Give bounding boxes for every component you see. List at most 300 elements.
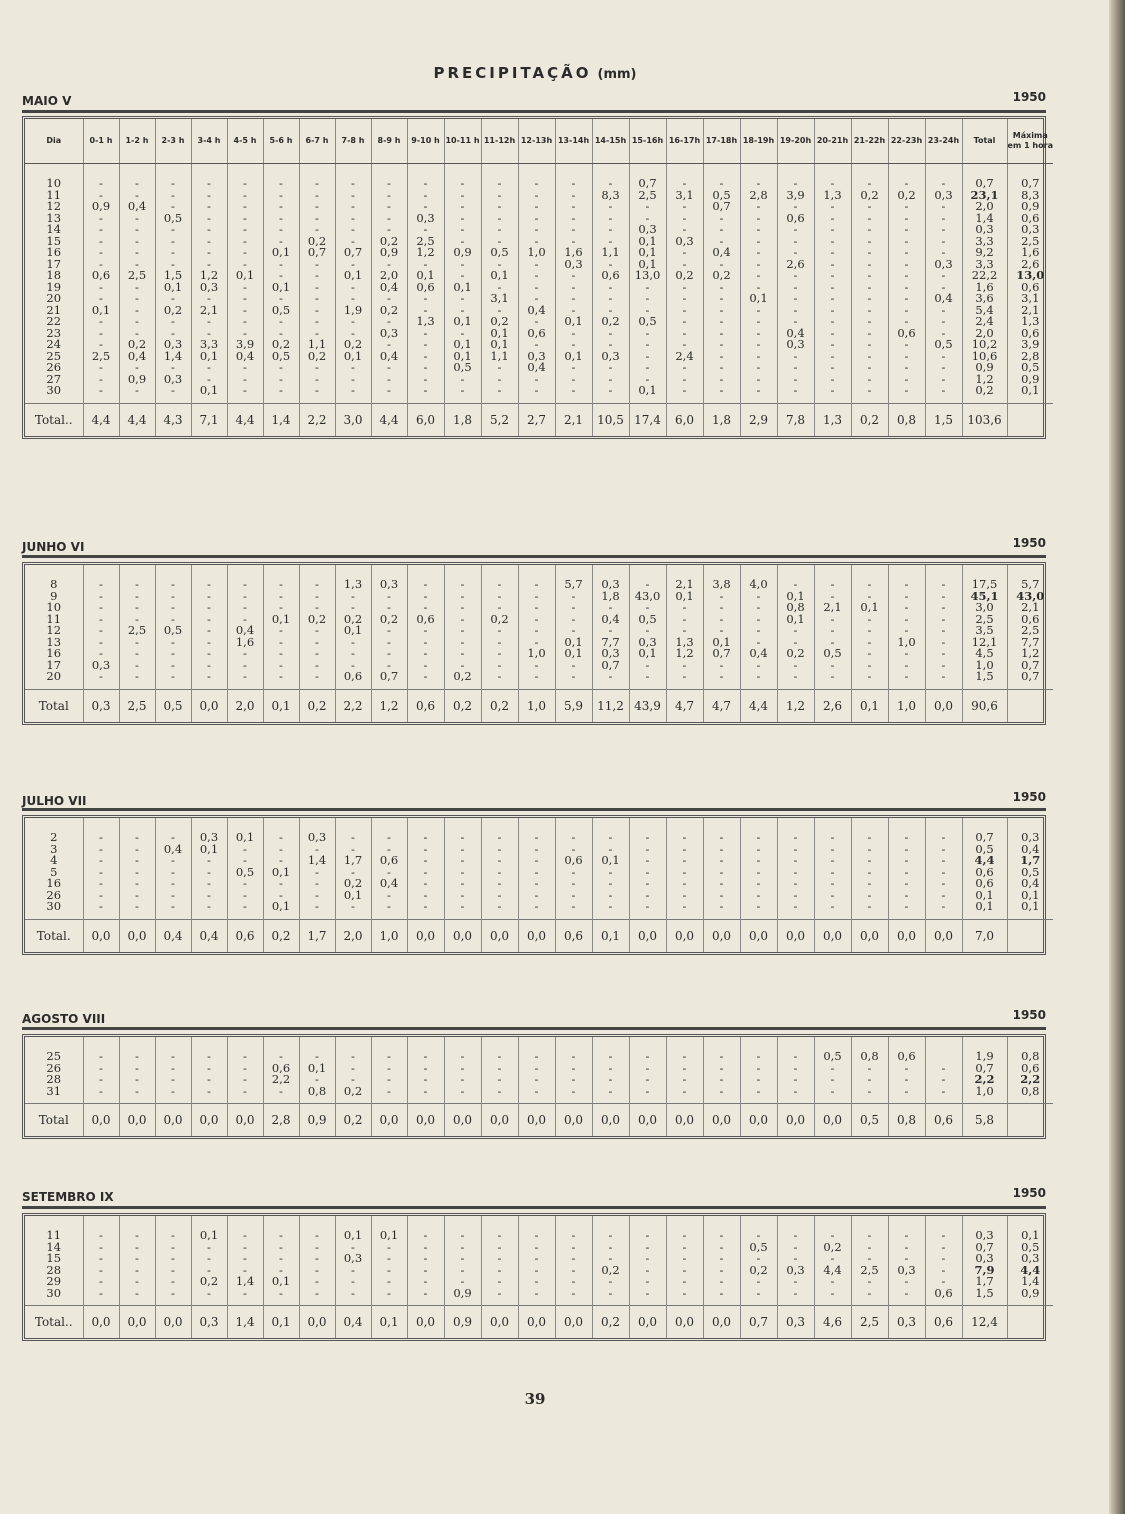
value-cell: 0,2 (444, 671, 481, 683)
value-cell: - (299, 316, 335, 328)
value-cell: - (155, 591, 191, 603)
value-cell: - (155, 190, 191, 202)
value-cell: - (335, 844, 371, 856)
value-cell: - (629, 201, 666, 213)
value-cell: - (119, 660, 155, 672)
value-cell: - (263, 637, 299, 649)
value-cell: - (888, 293, 925, 305)
value-cell: - (851, 1063, 888, 1075)
value-cell: - (444, 1074, 481, 1086)
value-cell: - (814, 247, 851, 259)
value-cell: - (888, 614, 925, 626)
value-cell: 2,1 (666, 579, 703, 591)
value-cell: - (299, 591, 335, 603)
value-cell: - (191, 1051, 227, 1063)
value-cell: - (191, 1265, 227, 1277)
value-cell: 0,1 (371, 1230, 407, 1242)
value-cell: - (888, 878, 925, 890)
total-row (25, 1104, 1053, 1137)
value-cell: - (666, 832, 703, 844)
value-cell: 2,8 (740, 190, 777, 202)
total-cell: 0,2 (299, 689, 335, 722)
value-cell: 1,0 (518, 648, 555, 660)
value-cell: - (814, 362, 851, 374)
total-cell: 2,2 (299, 403, 335, 436)
value-cell: - (851, 855, 888, 867)
value-cell: - (407, 224, 444, 236)
total-cell: 0,0 (703, 1306, 740, 1339)
value-cell: - (703, 1074, 740, 1086)
value-cell: - (227, 213, 263, 225)
table-maio (22, 116, 1053, 439)
value-cell: - (888, 625, 925, 637)
total-label: Total (25, 1104, 83, 1137)
value-cell: - (444, 190, 481, 202)
value-cell: - (227, 1230, 263, 1242)
total-cell: 0,0 (444, 1104, 481, 1137)
value-cell: 3,9 (1007, 339, 1053, 351)
value-cell: - (592, 1276, 629, 1288)
day-cell: 21 (46, 304, 62, 316)
value-cell: 0,5 (1007, 362, 1053, 374)
value-cell: - (777, 1086, 814, 1098)
value-cell: - (119, 1051, 155, 1063)
value-cell: - (777, 844, 814, 856)
value-cell: - (703, 602, 740, 614)
value-cell: - (119, 1276, 155, 1288)
value-cell: - (227, 259, 263, 271)
total-cell: 0,6 (925, 1104, 962, 1137)
value-cell: - (814, 224, 851, 236)
value-cell: 0,1 (444, 316, 481, 328)
value-cell: - (814, 328, 851, 340)
value-cell: - (925, 362, 962, 374)
day-cell: 16 (46, 247, 62, 259)
total-row (25, 403, 1053, 436)
value-cell: 0,2 (371, 305, 407, 317)
table-row (25, 660, 1053, 672)
value-cell: - (592, 1086, 629, 1098)
total-cell: 0,0 (119, 1306, 155, 1339)
day-cell: 17 (46, 258, 62, 270)
value-cell: - (263, 855, 299, 867)
value-cell: - (481, 1288, 518, 1300)
value-cell: - (444, 293, 481, 305)
total-cell: 0,0 (666, 919, 703, 952)
value-cell: - (925, 374, 962, 386)
value-cell: 1,6 (1007, 247, 1053, 259)
value-cell: - (555, 832, 592, 844)
divider (22, 555, 1046, 558)
value-cell: - (518, 1253, 555, 1265)
value-cell: - (227, 190, 263, 202)
day-cell: 28 (46, 1264, 62, 1276)
table-row (25, 270, 1053, 282)
value-cell: 0,3 (592, 351, 629, 363)
column-header: 23-24h (925, 119, 962, 164)
day-cell: 24 (46, 339, 62, 351)
value-cell: - (851, 660, 888, 672)
total-cell: 0,3 (191, 1306, 227, 1339)
value-cell: 1,2 (191, 270, 227, 282)
value-cell: - (407, 190, 444, 202)
value-cell: - (518, 901, 555, 913)
value-cell: - (555, 328, 592, 340)
value-cell: - (155, 178, 191, 190)
value-cell: - (888, 844, 925, 856)
value-cell: - (703, 224, 740, 236)
section-month-agosto: AGOSTO VIII (22, 1012, 106, 1026)
value-cell: - (299, 901, 335, 913)
value-cell: - (703, 591, 740, 603)
value-cell: - (335, 660, 371, 672)
total-cell (1007, 403, 1053, 436)
value-cell: 0,7 (1007, 660, 1053, 672)
value-cell: - (155, 316, 191, 328)
value-cell: - (155, 901, 191, 913)
value-cell: - (227, 247, 263, 259)
value-cell: - (814, 293, 851, 305)
value-cell: - (925, 316, 962, 328)
divider (22, 110, 1046, 113)
value-cell: 0,6 (1007, 282, 1053, 294)
value-cell: - (703, 293, 740, 305)
table-row (25, 901, 1053, 913)
value-cell: - (518, 213, 555, 225)
total-cell: 0,0 (155, 1104, 191, 1137)
value-cell: - (851, 178, 888, 190)
value-cell: - (666, 867, 703, 879)
value-cell: - (814, 591, 851, 603)
value-cell: - (814, 1074, 851, 1086)
day-cell: 14 (46, 224, 62, 236)
value-cell: - (119, 1063, 155, 1075)
value-cell: - (814, 1063, 851, 1075)
total-cell: 5,9 (555, 689, 592, 722)
value-cell: 0,4 (227, 625, 263, 637)
table-row (25, 1051, 1053, 1063)
value-cell: - (851, 878, 888, 890)
day-cell: 18 (46, 270, 62, 282)
value-cell: 0,1 (555, 637, 592, 649)
day-cell: 25 (46, 1051, 62, 1063)
value-cell: - (191, 328, 227, 340)
value-cell: 0,5 (629, 614, 666, 626)
value-cell: 45,1 (962, 591, 1007, 603)
value-cell: - (888, 579, 925, 591)
value-cell: - (371, 1288, 407, 1300)
value-cell: - (119, 614, 155, 626)
value-cell: - (555, 201, 592, 213)
value-cell: - (777, 625, 814, 637)
value-cell: - (444, 855, 481, 867)
value-cell: - (814, 878, 851, 890)
value-cell: 3,3 (191, 339, 227, 351)
total-cell: 0,0 (925, 689, 962, 722)
value-cell: - (335, 1288, 371, 1300)
value-cell: - (666, 385, 703, 397)
value-cell: - (851, 591, 888, 603)
value-cell: - (814, 339, 851, 351)
total-cell: 0,9 (444, 1306, 481, 1339)
value-cell: - (155, 579, 191, 591)
day-cell: 14 (46, 1241, 62, 1253)
value-cell: 0,1 (444, 351, 481, 363)
day-cell: 8 (50, 579, 58, 591)
value-cell: - (555, 614, 592, 626)
value-cell: - (814, 178, 851, 190)
value-cell: - (371, 637, 407, 649)
value-cell: - (814, 844, 851, 856)
day-cell: 12 (46, 201, 62, 213)
value-cell: - (191, 362, 227, 374)
value-cell: - (444, 178, 481, 190)
value-cell: - (555, 901, 592, 913)
table-row (25, 614, 1053, 626)
value-cell: - (518, 385, 555, 397)
value-cell: - (263, 293, 299, 305)
value-cell: 0,4 (227, 351, 263, 363)
value-cell: - (629, 890, 666, 902)
table-row (25, 591, 1053, 603)
value-cell: - (777, 1242, 814, 1254)
table-setembro (22, 1213, 1046, 1341)
value-cell: - (299, 625, 335, 637)
value-cell: - (335, 637, 371, 649)
spacer-row (25, 565, 1053, 579)
value-cell: - (592, 305, 629, 317)
value-cell: - (851, 236, 888, 248)
value-cell: - (335, 385, 371, 397)
value-cell: 0,3 (666, 236, 703, 248)
value-cell (925, 1051, 962, 1063)
value-cell: - (629, 579, 666, 591)
value-cell: 1,4 (227, 1276, 263, 1288)
value-cell: - (444, 890, 481, 902)
value-cell: - (299, 305, 335, 317)
day-cell: 29 (46, 1276, 62, 1288)
value-cell: - (629, 351, 666, 363)
value-cell: - (335, 832, 371, 844)
value-cell: - (227, 316, 263, 328)
value-cell: - (191, 236, 227, 248)
total-cell: 3,0 (335, 403, 371, 436)
value-cell: 0,9 (962, 362, 1007, 374)
table-row (25, 832, 1053, 844)
value-cell: - (299, 660, 335, 672)
value-cell: 0,7 (962, 832, 1007, 844)
value-cell: - (227, 1086, 263, 1098)
total-cell: 2,0 (227, 689, 263, 722)
value-cell: - (703, 890, 740, 902)
value-cell: - (629, 625, 666, 637)
value-cell: - (666, 293, 703, 305)
value-cell: - (227, 201, 263, 213)
column-header: 11-12h (481, 119, 518, 164)
value-cell: - (444, 878, 481, 890)
value-cell: - (777, 362, 814, 374)
value-cell: - (740, 1086, 777, 1098)
value-cell: - (814, 1288, 851, 1300)
value-cell: 0,1 (740, 293, 777, 305)
value-cell: 0,9 (1007, 374, 1053, 386)
value-cell: - (814, 901, 851, 913)
value-cell: 0,2 (263, 339, 299, 351)
value-cell: - (299, 602, 335, 614)
day-cell: 25 (46, 350, 62, 362)
value-cell: - (666, 339, 703, 351)
value-cell: - (777, 867, 814, 879)
value-cell: 0,3 (925, 259, 962, 271)
value-cell: 0,1 (629, 648, 666, 660)
value-cell: - (703, 878, 740, 890)
value-cell: 0,2 (371, 614, 407, 626)
value-cell: - (371, 1086, 407, 1098)
total-cell: 1,7 (299, 919, 335, 952)
value-cell: - (191, 1253, 227, 1265)
day-cell: 16 (46, 648, 62, 660)
value-cell: - (629, 878, 666, 890)
value-cell: 0,9 (371, 247, 407, 259)
column-header: 20-21h (814, 119, 851, 164)
value-cell: - (155, 1074, 191, 1086)
column-header: 4-5 h (227, 119, 263, 164)
value-cell: - (703, 339, 740, 351)
total-cell: 0,6 (555, 919, 592, 952)
value-cell: 0,2 (888, 190, 925, 202)
value-cell: 0,5 (962, 844, 1007, 856)
total-cell: 0,1 (851, 689, 888, 722)
table-row (25, 855, 1053, 867)
value-cell: - (851, 270, 888, 282)
value-cell: - (155, 637, 191, 649)
value-cell: - (666, 890, 703, 902)
total-label: Total.. (25, 403, 83, 436)
value-cell: - (888, 591, 925, 603)
value-cell: - (518, 671, 555, 683)
value-cell: - (629, 362, 666, 374)
value-cell: - (740, 201, 777, 213)
value-cell: 1,3 (407, 316, 444, 328)
value-cell: - (155, 328, 191, 340)
value-cell: - (371, 201, 407, 213)
value-cell: - (227, 328, 263, 340)
value-cell: - (518, 224, 555, 236)
value-cell: - (629, 1074, 666, 1086)
precipitation-table (25, 818, 1053, 952)
value-cell: 0,9 (444, 1288, 481, 1300)
value-cell: - (703, 1230, 740, 1242)
value-cell: - (335, 901, 371, 913)
value-cell: 2,5 (1007, 236, 1053, 248)
value-cell: - (851, 1288, 888, 1300)
column-header: Total (962, 119, 1007, 164)
value-cell: - (629, 1265, 666, 1277)
value-cell: - (555, 1242, 592, 1254)
value-cell: 0,2 (299, 236, 335, 248)
value-cell: - (83, 878, 119, 890)
value-cell: 0,7 (962, 1242, 1007, 1254)
value-cell: - (740, 637, 777, 649)
value-cell: 0,2 (155, 305, 191, 317)
value-cell: - (703, 385, 740, 397)
value-cell: 3,1 (481, 293, 518, 305)
value-cell: 22,2 (962, 270, 1007, 282)
value-cell: 0,2 (299, 351, 335, 363)
value-cell: - (407, 1074, 444, 1086)
value-cell: 0,8 (1007, 1086, 1053, 1098)
value-cell: - (666, 1063, 703, 1075)
value-cell: 2,5 (962, 614, 1007, 626)
value-cell: - (191, 224, 227, 236)
table-row (25, 602, 1053, 614)
value-cell: - (518, 844, 555, 856)
value-cell: 7,9 (962, 1265, 1007, 1277)
value-cell: - (444, 1253, 481, 1265)
value-cell: 0,1 (335, 351, 371, 363)
value-cell: 0,8 (299, 1086, 335, 1098)
value-cell: - (83, 1230, 119, 1242)
value-cell: - (407, 867, 444, 879)
value-cell: - (227, 901, 263, 913)
value-cell: - (777, 855, 814, 867)
value-cell: - (299, 178, 335, 190)
value-cell: - (518, 270, 555, 282)
value-cell: - (481, 1265, 518, 1277)
value-cell: - (814, 270, 851, 282)
total-cell: 0,4 (335, 1306, 371, 1339)
section-year-agosto: 1950 (1012, 1008, 1046, 1022)
value-cell: - (740, 351, 777, 363)
value-cell: - (83, 178, 119, 190)
value-cell: 1,0 (888, 637, 925, 649)
value-cell: - (666, 201, 703, 213)
value-cell: - (444, 591, 481, 603)
value-cell: 0,8 (1007, 1051, 1053, 1063)
value-cell: - (263, 1253, 299, 1265)
total-cell: 1,4 (227, 1306, 263, 1339)
value-cell: - (263, 602, 299, 614)
total-cell: 0,0 (666, 1306, 703, 1339)
total-row (25, 689, 1053, 722)
value-cell: 10,6 (962, 351, 1007, 363)
value-cell: - (666, 1265, 703, 1277)
value-cell: - (227, 591, 263, 603)
value-cell: - (592, 374, 629, 386)
value-cell: - (777, 637, 814, 649)
value-cell: - (227, 1288, 263, 1300)
value-cell: 0,1 (444, 282, 481, 294)
value-cell: - (371, 385, 407, 397)
total-cell: 0,0 (629, 919, 666, 952)
value-cell: 43,0 (629, 591, 666, 603)
value-cell: - (851, 844, 888, 856)
value-cell: - (555, 178, 592, 190)
value-cell: - (592, 867, 629, 879)
value-cell: - (925, 637, 962, 649)
day-cell: 11 (46, 189, 62, 201)
value-cell: - (83, 339, 119, 351)
value-cell: - (335, 236, 371, 248)
value-cell: - (263, 385, 299, 397)
value-cell: - (518, 178, 555, 190)
value-cell: 2,0 (962, 201, 1007, 213)
value-cell: - (444, 648, 481, 660)
value-cell: - (851, 867, 888, 879)
value-cell: - (814, 671, 851, 683)
value-cell: - (83, 247, 119, 259)
value-cell: - (371, 339, 407, 351)
